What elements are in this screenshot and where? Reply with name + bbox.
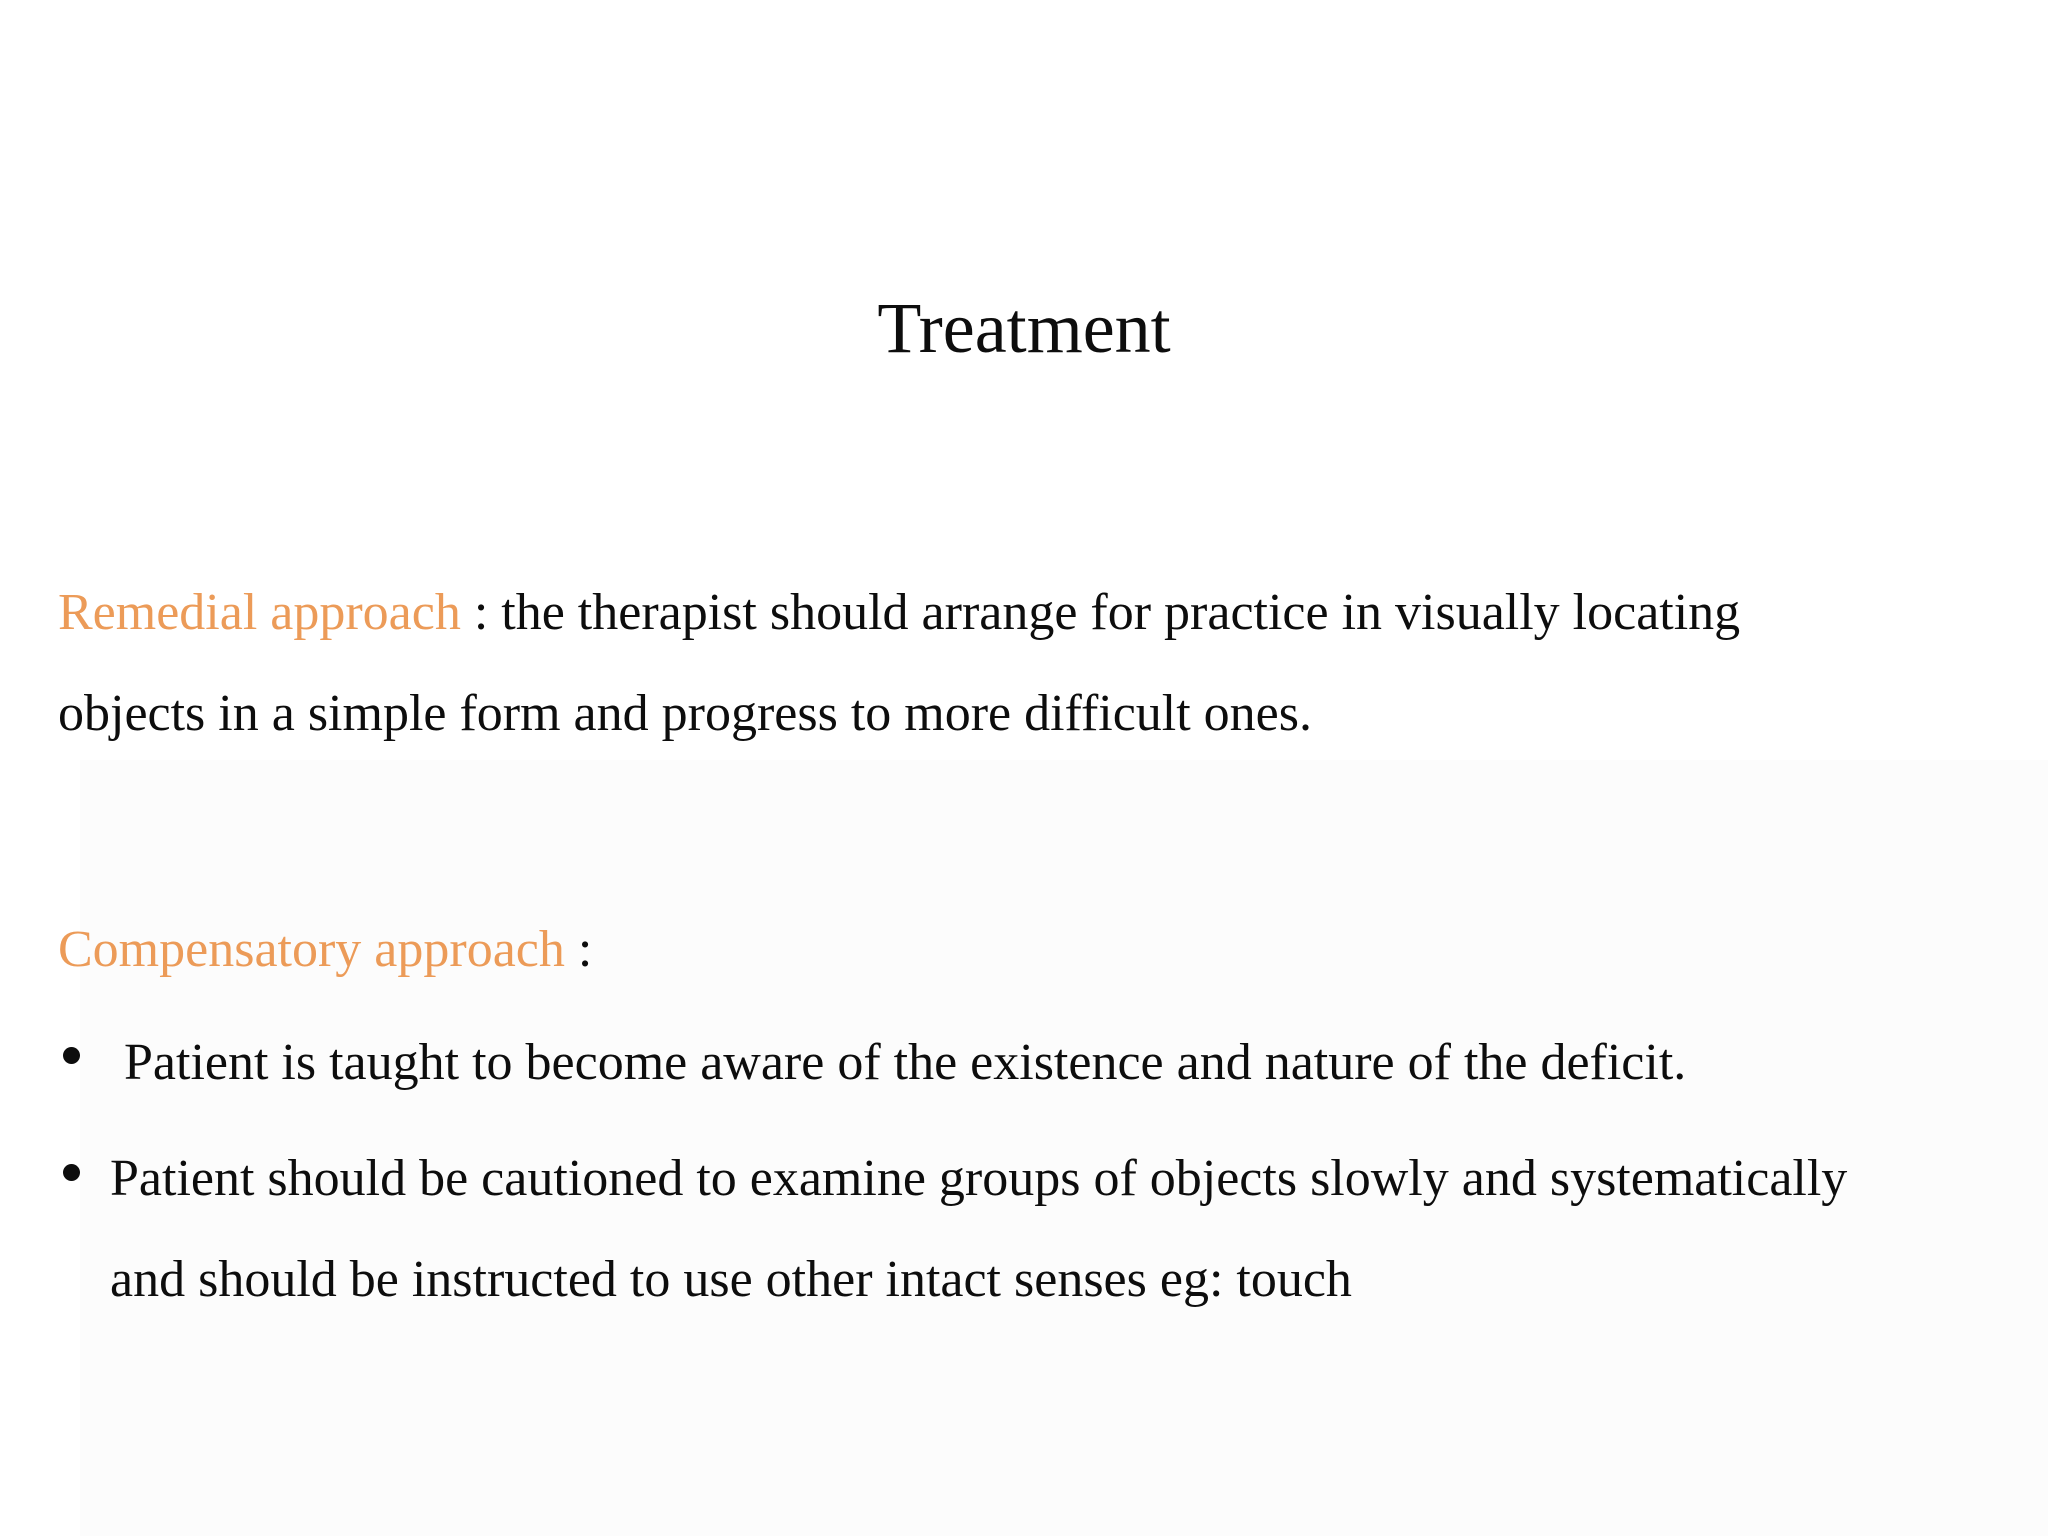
list-item xyxy=(110,1128,2030,1330)
remedial-paragraph xyxy=(58,562,2008,764)
slide-title: Treatment xyxy=(877,288,1171,368)
list-item xyxy=(124,1012,2024,1113)
compensatory-label: Compensatory approach xyxy=(58,921,565,978)
remedial-text-line-2: objects in a simple form and progress to more difficult ones. xyxy=(58,685,1312,742)
bullet-2-line-1: Patient should be cautioned to examine groups of objects slowly and systematically xyxy=(110,1150,1848,1207)
bullet-2-line-2: and should be instructed to use other intact senses eg: touch xyxy=(110,1251,1352,1308)
bullet-dot-icon xyxy=(63,1164,80,1181)
remedial-label: Remedial approach xyxy=(58,584,461,641)
compensatory-heading xyxy=(58,899,2008,1000)
remedial-text-line-1: : the therapist should arrange for practice in visually locating xyxy=(460,584,1741,641)
remedial-line-1 xyxy=(58,562,2008,663)
bullet-1-line-1: Patient is taught to become aware of the existence and nature of the deficit. xyxy=(124,1034,1687,1091)
bullet-dot-icon xyxy=(63,1047,80,1064)
compensatory-colon: : xyxy=(564,921,593,978)
